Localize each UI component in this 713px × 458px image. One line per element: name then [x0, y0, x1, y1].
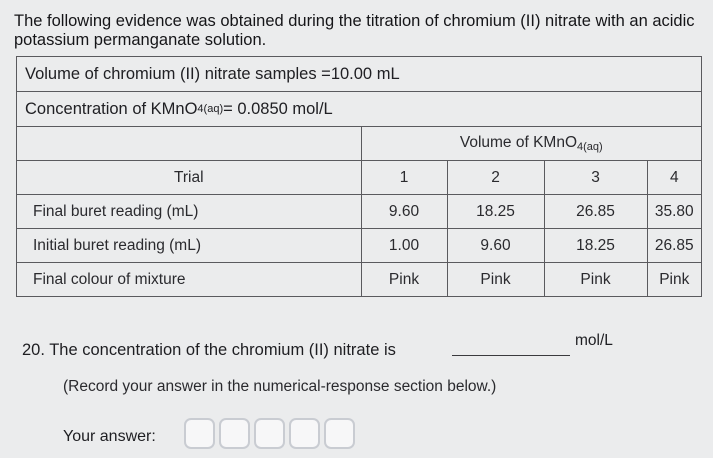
table-cell: Pink — [544, 263, 647, 297]
volume-kmno4-header — [361, 127, 701, 161]
trial-number: 2 — [447, 161, 544, 195]
table-cell: Pink — [361, 263, 447, 297]
volume-sample-row: Volume of chromium (II) nitrate samples =10.00 mL — [17, 57, 701, 92]
answer-box[interactable] — [289, 418, 320, 449]
row-label: Final colour of mixture — [17, 263, 361, 297]
concentration-suffix: = 0.0850 mol/L — [223, 99, 333, 118]
volume-kmno4-prefix: Volume of KMnO — [459, 134, 578, 151]
table-header-row — [17, 127, 701, 161]
trial-number: 3 — [544, 161, 647, 195]
table-cell: 9.60 — [447, 229, 544, 263]
concentration-subscript: 4(aq) — [197, 103, 224, 115]
data-table — [16, 56, 702, 297]
trial-number: 1 — [361, 161, 447, 195]
titration-table — [17, 127, 701, 296]
table-cell: 35.80 — [647, 195, 701, 229]
table-cell: Pink — [447, 263, 544, 297]
row-label: Initial buret reading (mL) — [17, 229, 361, 263]
trial-row — [17, 161, 701, 195]
table-cell: 18.25 — [544, 229, 647, 263]
table-row — [17, 229, 701, 263]
row-label: Final buret reading (mL) — [17, 195, 361, 229]
your-answer-label: Your answer: — [63, 428, 156, 445]
concentration-prefix: Concentration of KMnO — [25, 99, 198, 118]
table-cell: 18.25 — [447, 195, 544, 229]
table-cell: 1.00 — [361, 229, 447, 263]
answer-boxes — [184, 418, 355, 449]
intro-text: The following evidence was obtained during the titration of chromium (II) nitrate with an acidic potassium permanganate solution. — [14, 12, 695, 49]
table-cell: 26.85 — [544, 195, 647, 229]
answer-box[interactable] — [324, 418, 355, 449]
table-row — [17, 263, 701, 297]
record-note: (Record your answer in the numerical-response section below.) — [63, 378, 497, 395]
volume-kmno4-subscript: 4(aq) — [577, 141, 603, 153]
table-cell: Pink — [647, 263, 701, 297]
empty-header-cell — [17, 127, 361, 161]
answer-box[interactable] — [219, 418, 250, 449]
table-row — [17, 195, 701, 229]
concentration-row — [17, 92, 701, 127]
trial-label: Trial — [17, 161, 361, 195]
answer-blank-line — [452, 355, 570, 356]
answer-unit: mol/L — [575, 332, 613, 349]
question-text: 20. The concentration of the chromium (II) nitrate is — [22, 341, 396, 359]
answer-box[interactable] — [254, 418, 285, 449]
answer-box[interactable] — [184, 418, 215, 449]
table-cell: 9.60 — [361, 195, 447, 229]
trial-number: 4 — [647, 161, 701, 195]
table-cell: 26.85 — [647, 229, 701, 263]
